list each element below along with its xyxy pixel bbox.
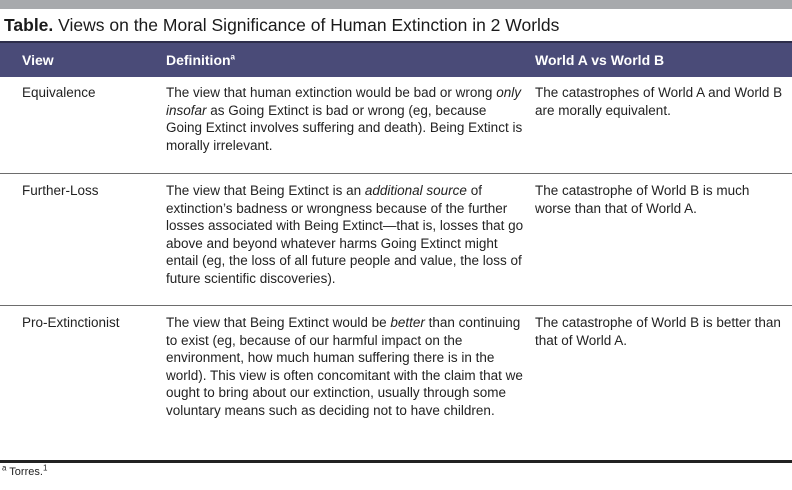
- def-part-b: than continuing to exist (eg, because of our harmful impact on the environment, how much human suffering there is in the world). This view is often concomitant with the claim that we ought to bring about our extinction, usually through some voluntary means such as deciding not to have children.: [166, 315, 523, 418]
- row-definition: [166, 314, 535, 460]
- table-header: [0, 41, 792, 77]
- table-row: [0, 306, 792, 463]
- header-definition-note: a: [230, 52, 235, 62]
- row-comparison: The catastrophes of World A and World B are morally equivalent.: [535, 85, 783, 118]
- row-comparison: The catastrophe of World B is better than that of World A.: [535, 315, 781, 348]
- def-part-a: The view that human extinction would be bad or wrong: [166, 85, 497, 100]
- table-row: [0, 174, 792, 306]
- title-text: Views on the Moral Significance of Human Extinction in 2 Worlds: [53, 15, 560, 35]
- def-part-a: The view that Being Extinct would be: [166, 315, 391, 330]
- row-view: Equivalence: [22, 85, 96, 100]
- table-row: [0, 77, 792, 174]
- footnote-text: Torres.: [6, 466, 43, 478]
- table: [0, 41, 792, 463]
- footnote-ref: 1: [42, 463, 48, 473]
- header-comparison: World A vs World B: [535, 52, 665, 68]
- def-part-b: of extinction’s badness or wrongness because of the further losses associated with Being Extinct—that is, losses that go above and beyond whatever harms Going Extinct might entail (eg, the loss of all future people and value, the loss of future scientific discoveries).: [166, 183, 524, 286]
- top-bar: [0, 0, 792, 9]
- footnote-marker: a: [2, 463, 7, 473]
- def-part-a: The view that Being Extinct is an: [166, 183, 365, 198]
- table-title: [0, 9, 792, 41]
- row-definition: [166, 84, 535, 173]
- def-part-b: as Going Extinct is bad or wrong (eg, because Going Extinct involves suffering and death). Being Extinct is morally irrelevant.: [166, 102, 523, 153]
- header-definition: [166, 52, 535, 68]
- footnote: [0, 463, 792, 478]
- header-view: View: [22, 52, 54, 68]
- def-emphasis: only insofar: [166, 85, 521, 118]
- def-emphasis: additional source: [364, 183, 467, 198]
- row-definition: [166, 182, 535, 305]
- header-definition-label: Definition: [166, 52, 231, 68]
- def-emphasis: better: [390, 315, 425, 330]
- row-comparison: The catastrophe of World B is much worse than that of World A.: [535, 183, 750, 216]
- row-view: Pro-Extinctionist: [22, 315, 120, 330]
- title-label: Table.: [4, 15, 54, 35]
- row-view: Further-Loss: [22, 183, 99, 198]
